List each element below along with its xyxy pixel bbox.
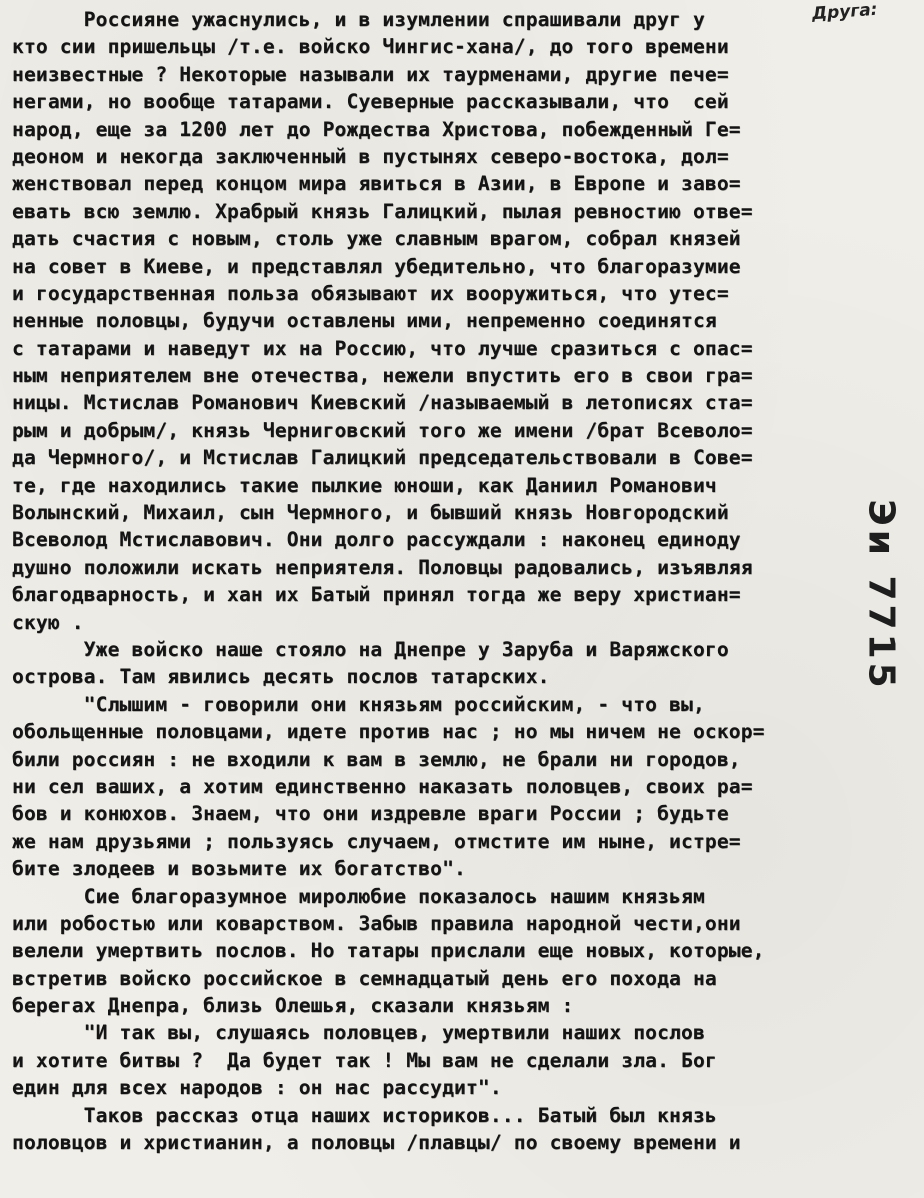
- text-line-21: душно положили искать неприятеля. Половцы радовались, изъявляя: [12, 555, 753, 579]
- archive-stamp-text: Эи 7715: [860, 499, 902, 692]
- text-line-3: неизвестные ? Некоторые называли их таурменами, другие пече=: [12, 62, 729, 86]
- text-line-39: и хотите битвы ? Да будет так ! Мы вам не сделали зла. Бог: [12, 1048, 717, 1072]
- text-line-28: били россиян : не входили к вам в землю, не брали ни городов,: [12, 747, 741, 771]
- text-line-30: бов и конюхов. Знаем, что они издревле враги России ; будьте: [12, 802, 729, 826]
- text-line-1: Россияне ужаснулись, и в изумлении спрашивали друг у: [12, 8, 705, 31]
- text-line-23: скую .: [12, 610, 84, 634]
- text-line-12: ненные половцы, будучи оставлены ими, непременно соединятся: [12, 309, 717, 333]
- text-line-11: и государственная польза обязывают их вооружиться, что утес=: [12, 281, 729, 305]
- text-line-24: Уже войско наше стояло на Днепре у Заруба и Варяжского: [12, 637, 729, 661]
- text-line-10: на совет в Киеве, и представлял убедительно, что благоразумие: [12, 254, 741, 278]
- text-line-5: народ, еще за 1200 лет до Рождества Христова, побежденный Ге=: [12, 117, 741, 141]
- text-line-31: же нам друзьями ; пользуясь случаем, отмстите им ныне, истре=: [12, 829, 741, 853]
- text-line-40: един для всех народов : он нас рассудит".: [12, 1076, 502, 1100]
- text-line-35: велели умертвить послов. Но татары прислали еще новых, которые,: [12, 939, 765, 963]
- text-line-6: деоном и некогда заключенный в пустынях северо-востока, дол=: [12, 144, 729, 168]
- text-line-22: благодварность, и хан их Батый принял тогда же веру христиан=: [12, 583, 741, 607]
- text-line-41: Таков рассказ отца наших историков... Батый был князь: [12, 1103, 717, 1127]
- text-line-13: с татарами и наведут их на Россию, что лучше сразиться с опас=: [12, 336, 753, 360]
- text-line-38: "И так вы, слушаясь половцев, умертвили наших послов: [12, 1021, 705, 1045]
- text-line-15: ницы. Мстислав Романович Киевский /называемый в летописях ста=: [12, 391, 753, 415]
- text-line-9: дать счастия с новым, столь уже славным врагом, собрал князей: [12, 227, 741, 251]
- typewritten-text-block: [12, 6, 832, 1156]
- text-line-29: ни сел ваших, а хотим единственно наказать половцев, своих ра=: [12, 774, 753, 798]
- text-line-14: ным неприятелем вне отечества, нежели впустить его в свои гра=: [12, 364, 753, 388]
- text-line-20: Всеволод Мстиславович. Они долго рассуждали : наконец единоду: [12, 528, 741, 552]
- text-line-4: негами, но вообще татарами. Суеверные рассказывали, что сей: [12, 90, 729, 114]
- text-line-42: половцов и христианин, а половцы /плавцы/ по своему времени и: [12, 1131, 741, 1155]
- margin-handwritten-note: Друга:: [811, 0, 879, 25]
- text-line-7: женствовал перед концом мира явиться в Азии, в Европе и заво=: [12, 172, 741, 196]
- text-line-33: Сие благоразумное миролюбие показалось нашим князьям: [12, 884, 705, 908]
- text-line-17: да Чермного/, и Мстислав Галицкий председательствовали в Сове=: [12, 446, 753, 470]
- archive-stamp-mark: [856, 480, 900, 710]
- text-line-19: Волынский, Михаил, сын Чермного, и бывший князь Новгородский: [12, 501, 729, 525]
- text-line-37: берегах Днепра, близь Олешья, сказали князьям :: [12, 994, 574, 1018]
- text-line-32: бите злодеев и возьмите их богатство".: [12, 857, 466, 881]
- text-line-18: те, где находились такие пылкие юноши, как Даниил Романович: [12, 473, 717, 497]
- text-line-8: евать всю землю. Храбрый князь Галицкий, пылая ревностию отве=: [12, 199, 753, 223]
- text-line-36: встретив войско российское в семнадцатый день его похода на: [12, 966, 717, 990]
- text-line-27: обольщенные половцами, идете против нас ; но мы ничем не оскор=: [12, 720, 765, 744]
- text-line-34: или робостью или коварством. Забыв правила народной чести,они: [12, 911, 741, 935]
- text-line-16: рым и добрым/, князь Черниговский того же имени /брат Всеволо=: [12, 418, 753, 442]
- text-line-26: "Слышим - говорили они князьям российским, - что вы,: [12, 692, 705, 716]
- text-line-25: острова. Там явились десять послов татарских.: [12, 665, 550, 689]
- text-line-2: кто сии пришельцы /т.е. войско Чингис-хана/, до того времени: [12, 35, 729, 59]
